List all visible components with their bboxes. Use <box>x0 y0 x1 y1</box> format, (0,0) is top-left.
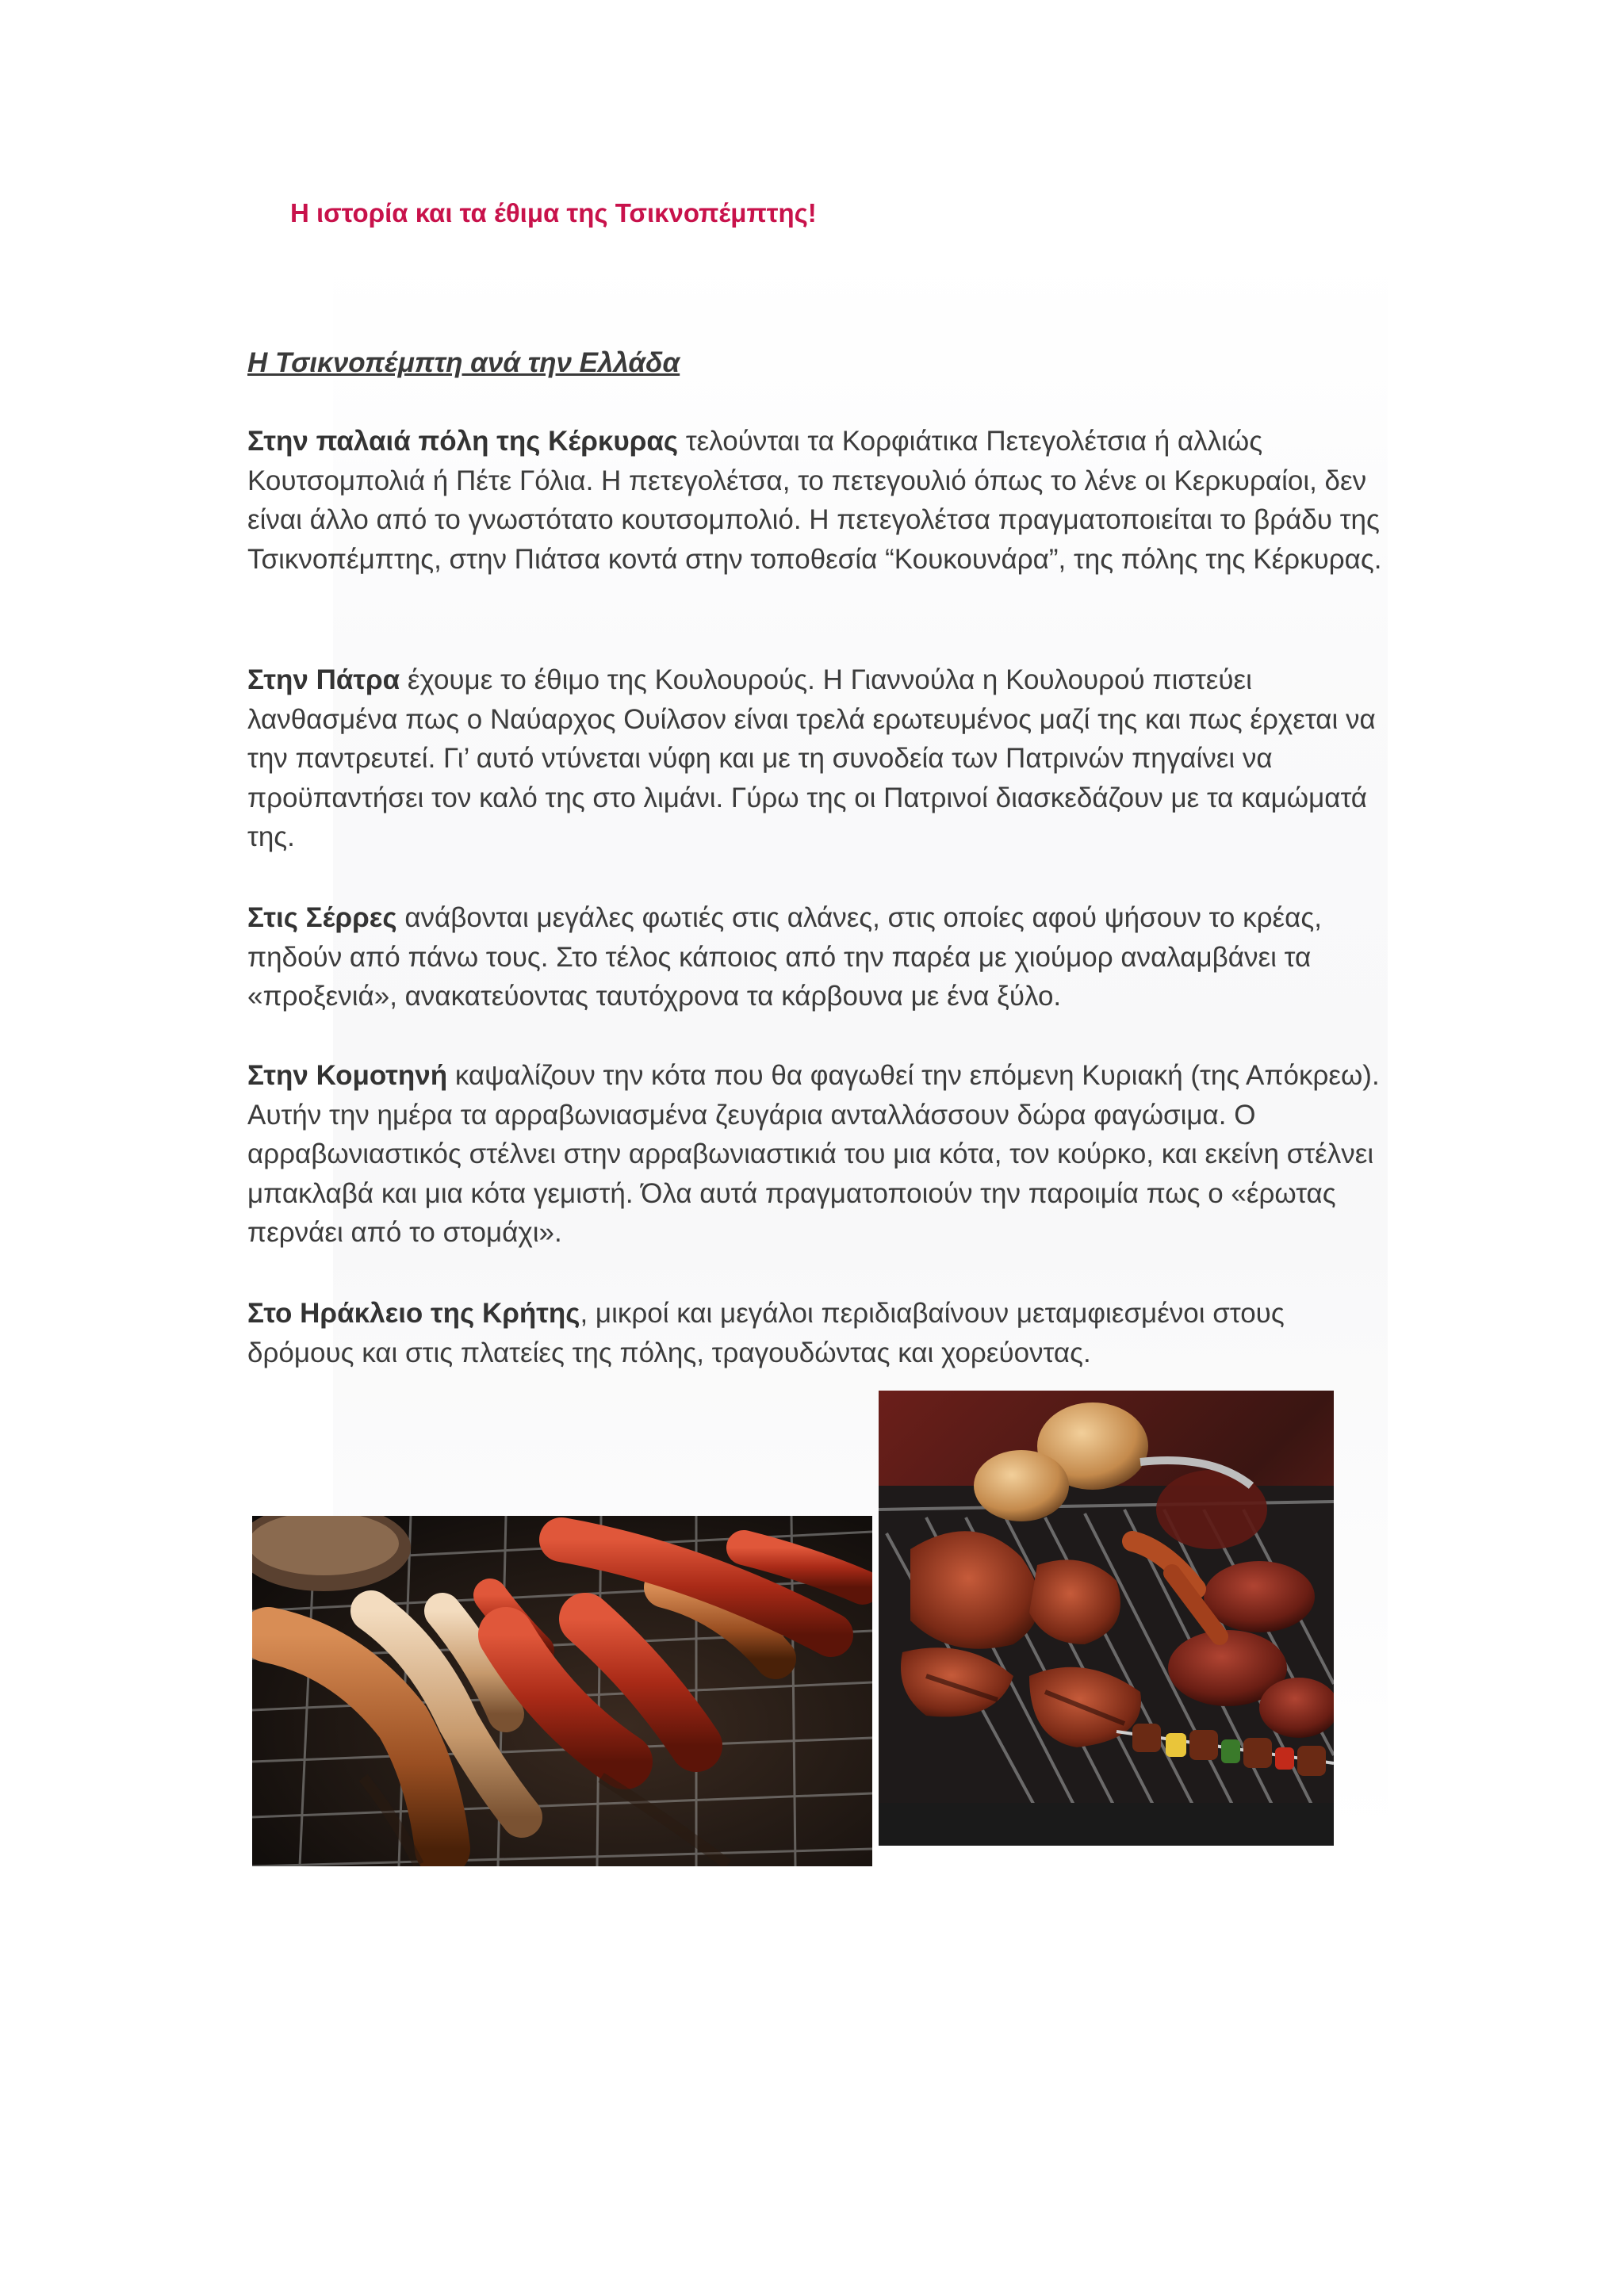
sausages-grill-photo <box>252 1516 872 1866</box>
paragraph-lead: Στην παλαιά πόλη της Κέρκυρας <box>247 426 679 457</box>
paragraph-body: , μικροί και μεγάλοι περιδιαβαίνουν μεταμφιεσμένοι στους δρόμους και στις πλατείες της πόλης, τραγουδώντας και χορεύοντας. <box>247 1298 1285 1368</box>
paragraph-patra <box>247 660 1397 857</box>
paragraph-lead: Στις Σέρρες <box>247 902 397 933</box>
paragraph-body: ανάβονται μεγάλες φωτιές στις αλάνες, στις οποίες αφού ψήσουν το κρέας, πηδούν από πάνω τους. Στο τέλος κάποιος από την παρέα με χιούμορ αναλαμβάνει τα «προξενιά», ανακατεύοντας ταυτόχρονα τα κάρβουνα με ένα ξύλο. <box>247 902 1322 1012</box>
paragraph-lead: Στην Κομοτηνή <box>247 1060 448 1091</box>
paragraph-body: έχουμε το έθιμο της Κουλουρούς. Η Γιαννούλα η Κουλουρού πιστεύει λανθασμένα πως ο Ναύαρχος Ουίλσον είναι τρελά ερωτευμένος μαζί της και πως έρχεται να την παντρευτεί. Γι’ αυτό ντύνεται νύφη και με τη συνοδεία των Πατρινών πηγαίνει να προϋπαντήσει τον καλό της στο λιμάνι. Γύρω της οι Πατρινοί διασκεδάζουν με τα καμώματά της. <box>247 664 1376 852</box>
paragraph-body: καψαλίζουν την κότα που θα φαγωθεί την επόμενη Κυριακή (της Απόκρεω). Αυτήν την ημέρα τα αρραβωνιασμένα ζευγάρια ανταλλάσσουν δώρα φαγώσιμα. Ο αρραβωνιαστικός στέλνει στην αρραβωνιαστικιά του μια κότα, τον κούρκο, και εκείνη στέλνει μπακλαβά και μια κότα γεμιστή. Όλα αυτά πραγματοποιούν την παροιμία πως ο «έρωτας περνάει από το στομάχι». <box>247 1060 1380 1248</box>
paragraph-serres <box>247 898 1397 1016</box>
document-title: Η ιστορία και τα έθιμα της Τσικνοπέμπτης! <box>290 198 817 228</box>
sausages-grill-image <box>252 1516 872 1866</box>
paragraph-komotini <box>247 1056 1397 1253</box>
paragraph-irakleio <box>247 1294 1397 1372</box>
paragraph-lead: Στο Ηράκλειο της Κρήτης <box>247 1298 580 1329</box>
mixed-grill-photo <box>879 1391 1334 1846</box>
section-heading: Η Τσικνοπέμπτη ανά την Ελλάδα <box>247 347 680 378</box>
paragraph-body: τελούνται τα Κορφιάτικα Πετεγολέτσια ή αλλιώς Κουτσομπολιά ή Πέτε Γόλια. Η πετεγολέτσα, το πετεγουλιό όπως το λένε οι Κερκυραίοι, δεν είναι άλλο από το γνωστότατο κουτσομπολιό. Η πετεγολέτσα πραγματοποιείται το βράδυ της Τσικνοπέμπτης, στην Πιάτσα κοντά στην τοποθεσία “Κουκουνάρα”, της πόλης της Κέρκυρας. <box>247 426 1382 575</box>
paragraph-lead: Στην Πάτρα <box>247 664 400 695</box>
mixed-grill-image <box>879 1391 1334 1846</box>
paragraph-kerkyra <box>247 422 1397 579</box>
